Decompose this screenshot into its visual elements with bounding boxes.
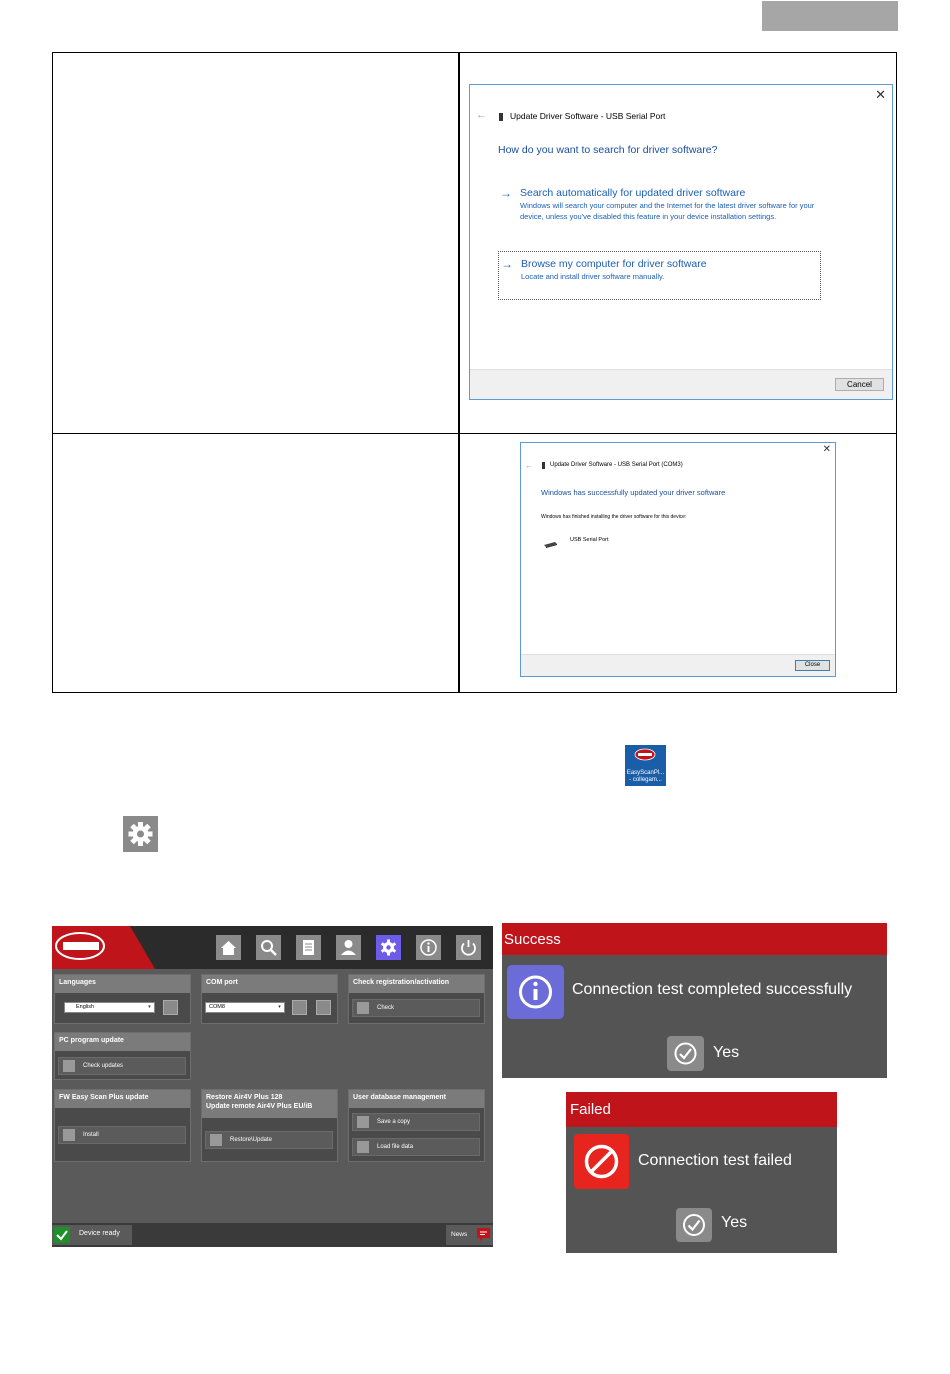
info-icon — [507, 965, 564, 1019]
status-text: Device ready — [79, 1230, 120, 1237]
language-file-button[interactable] — [163, 1000, 178, 1015]
driver-updated-dialog — [520, 442, 836, 677]
check-circle-icon — [676, 1208, 712, 1242]
restore-panel — [201, 1089, 338, 1162]
settings-button[interactable] — [376, 935, 401, 960]
header-line: Restore Air4V Plus 128 — [206, 1094, 283, 1101]
dialog-title: Update Driver Software - USB Serial Port — [510, 111, 666, 121]
dialog-title: Failed — [566, 1092, 837, 1127]
info-button[interactable] — [416, 935, 441, 960]
panel-header: PC program update — [55, 1033, 190, 1051]
success-dialog — [502, 923, 887, 1078]
save-icon — [357, 1116, 369, 1128]
install-icon — [63, 1129, 75, 1141]
chevron-down-icon: ▾ — [148, 1004, 151, 1010]
header-line: Update remote Air4V Plus EU/iB — [206, 1103, 313, 1110]
home-icon — [216, 935, 241, 960]
status-bar — [52, 1223, 493, 1247]
button-label: Restore\Update — [230, 1137, 273, 1143]
option-description: Windows will search your computer and the Internet for the latest driver software for your device, unless you've disabled this feature in your device installation settings. — [520, 201, 815, 221]
dialog-title: Update Driver Software - USB Serial Port (COM3) — [550, 462, 683, 468]
prohibited-icon — [574, 1134, 629, 1189]
usb-device-icon — [543, 540, 558, 548]
close-icon[interactable]: ✕ — [822, 444, 831, 455]
check-updates-button[interactable] — [58, 1057, 186, 1075]
selected-com-port: COM8 — [209, 1004, 225, 1010]
install-button[interactable] — [58, 1126, 186, 1144]
app-toolbar — [52, 926, 493, 969]
user-icon — [336, 935, 361, 960]
finished-text: Windows has finished installing the driver software for this device: — [541, 514, 687, 520]
check-registration-button[interactable] — [352, 999, 480, 1017]
refresh-icon — [63, 1060, 75, 1072]
check-registration-panel — [348, 974, 485, 1024]
dialog-message: Connection test failed — [638, 1152, 792, 1169]
news-label: News — [451, 1231, 468, 1238]
back-arrow-icon[interactable]: ← — [476, 109, 487, 121]
com-port-select[interactable] — [205, 1002, 285, 1013]
button-label: Save a copy — [377, 1119, 411, 1125]
easyscan-app-window — [52, 926, 493, 1247]
power-icon — [456, 935, 481, 960]
settings-gear-icon[interactable] — [123, 816, 158, 852]
panel-header: FW Easy Scan Plus update — [55, 1090, 190, 1108]
chevron-down-icon: ▾ — [278, 1004, 281, 1010]
save-copy-button[interactable] — [352, 1113, 480, 1131]
back-arrow-icon[interactable]: ← — [525, 461, 533, 470]
panel-header: Check registration/activation — [349, 975, 484, 993]
dialog-footer — [470, 369, 892, 399]
arrow-right-icon: → — [500, 186, 512, 200]
panel-header: User database management — [349, 1090, 484, 1108]
yes-label[interactable]: Yes — [713, 1044, 740, 1061]
message-icon — [477, 1228, 490, 1241]
close-button[interactable]: Close — [795, 660, 830, 671]
dialog-question: How do you want to search for driver software? — [498, 144, 718, 156]
device-status — [52, 1225, 132, 1245]
device-icon — [499, 113, 503, 121]
table-column-divider — [458, 53, 460, 692]
fw-update-panel — [54, 1089, 191, 1162]
silca-brand-logo — [52, 926, 170, 969]
search-button[interactable] — [256, 935, 281, 960]
button-label: Check updates — [83, 1063, 124, 1069]
com-port-panel — [201, 974, 338, 1024]
device-name: USB Serial Port — [570, 537, 609, 543]
panel-header: Languages — [55, 975, 190, 993]
arrow-right-icon: → — [501, 257, 513, 271]
yes-label[interactable]: Yes — [721, 1214, 748, 1231]
update-driver-dialog — [469, 84, 893, 400]
check-icon — [54, 1227, 70, 1243]
load-file-button[interactable] — [352, 1138, 480, 1156]
restore-icon — [210, 1134, 222, 1146]
user-database-panel — [348, 1089, 485, 1162]
pc-update-panel — [54, 1032, 191, 1080]
panel-header — [202, 1090, 337, 1118]
desktop-shortcut-icon[interactable] — [625, 745, 666, 786]
page-header-tab — [762, 1, 898, 31]
panel-header: COM port — [202, 975, 337, 993]
check-circle-icon — [667, 1036, 704, 1071]
home-button[interactable] — [216, 935, 241, 960]
dialog-title: Success — [502, 923, 887, 955]
document-icon — [296, 935, 321, 960]
languages-panel — [54, 974, 191, 1024]
yes-button[interactable] — [667, 1036, 704, 1071]
search-icon — [256, 935, 281, 960]
selected-language: English — [76, 1004, 95, 1010]
test-connection-button[interactable] — [292, 1000, 307, 1015]
news-button[interactable] — [446, 1225, 493, 1245]
search-port-button[interactable] — [316, 1000, 331, 1015]
dialog-message: Connection test completed successfully — [572, 981, 853, 998]
language-select[interactable] — [64, 1002, 155, 1013]
restore-update-button[interactable] — [205, 1131, 333, 1149]
power-button[interactable] — [456, 935, 481, 960]
button-label: Load file data — [377, 1144, 414, 1150]
success-message: Windows has successfully updated your driver software — [541, 488, 726, 497]
silca-logo-icon — [634, 748, 656, 761]
option-title[interactable]: Browse my computer for driver software — [521, 258, 707, 270]
user-button[interactable] — [336, 935, 361, 960]
table-row-divider — [53, 433, 896, 434]
failed-dialog — [566, 1092, 837, 1253]
button-label: Install — [83, 1132, 99, 1138]
info-icon — [416, 935, 441, 960]
gear-icon — [376, 935, 401, 960]
option-description: Locate and install driver software manually. — [521, 272, 665, 281]
refresh-icon — [357, 1002, 369, 1014]
load-icon — [357, 1141, 369, 1153]
yes-button[interactable] — [676, 1208, 712, 1242]
button-label: Check — [377, 1005, 395, 1011]
documents-button[interactable] — [296, 935, 321, 960]
browse-computer-option[interactable] — [498, 251, 821, 300]
cancel-button[interactable]: Cancel — [835, 378, 884, 391]
option-title[interactable]: Search automatically for updated driver software — [520, 187, 746, 199]
device-icon — [542, 462, 545, 469]
dialog-footer — [521, 654, 835, 676]
shortcut-label: EasyScanPl... - collegam... — [626, 770, 665, 783]
close-icon[interactable]: ✕ — [875, 87, 886, 102]
